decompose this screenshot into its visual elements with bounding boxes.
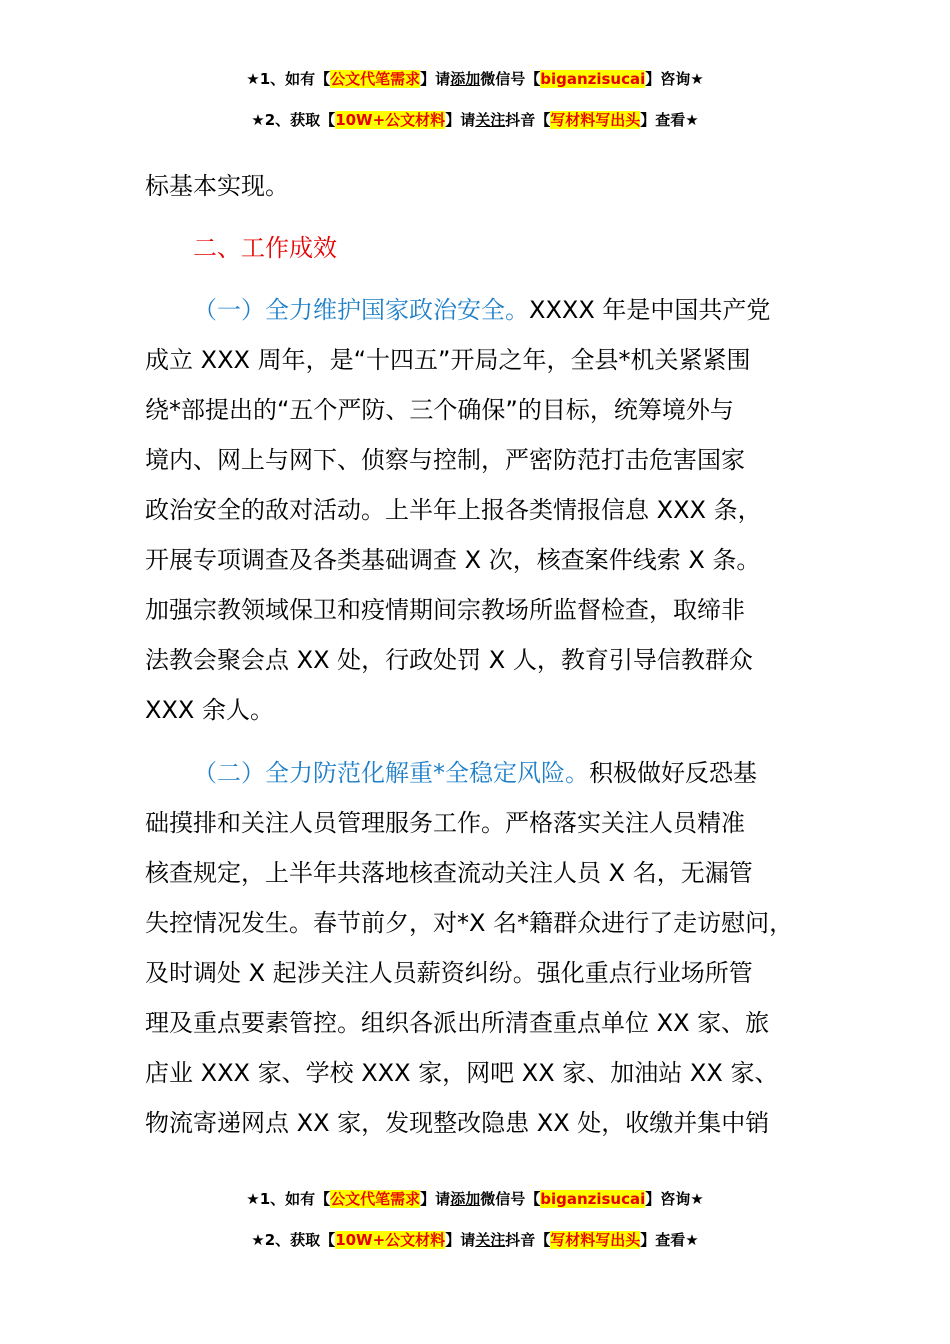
paragraph-2 — [145, 748, 835, 1148]
banner-text: 】请 — [445, 1231, 476, 1249]
banner-text: 】咨询★ — [645, 1190, 704, 1208]
paragraph-line: 法教会聚会点 XX 处，行政处罚 X 人，教育引导信教群众 — [145, 646, 753, 674]
banner-text: 微信号【 — [480, 70, 541, 88]
highlight-account: 写材料写出头 — [550, 111, 641, 129]
paragraph-line: 开展专项调查及各类基础调查 X 次，核查案件线索 X 条。 — [145, 546, 761, 574]
banner-line-1 — [0, 69, 950, 89]
paragraph-line: XXX 余人。 — [145, 696, 274, 724]
banner-text: 】请 — [420, 70, 451, 88]
banner-text: ★1、如有【 — [246, 70, 331, 88]
paragraph-line: 境内、网上与网下、侦察与控制，严密防范打击危害国家 — [145, 446, 745, 474]
banner-text: 】查看★ — [640, 111, 699, 129]
underlined-text: 添加 — [450, 70, 481, 88]
highlight-wechat-id: biganzisucai — [540, 70, 646, 88]
paragraph-line: 核查规定，上半年共落地核查流动关注人员 X 名，无漏管 — [145, 859, 753, 887]
paragraph-line: 理及重点要素管控。组织各派出所清查重点单位 XX 家、旅 — [145, 1009, 770, 1037]
paragraph-line: 成立 XXX 周年，是“十四五”开局之年，全县*机关紧紧围 — [145, 346, 751, 374]
banner-text: ★2、获取【 — [251, 111, 336, 129]
paragraph-line: 及时调处 X 起涉关注人员薪资纠纷。强化重点行业场所管 — [145, 959, 753, 987]
paragraph-line: 加强宗教领域保卫和疫情期间宗教场所监督检查，取缔非 — [145, 596, 745, 624]
highlight-materials: 10W+公文材料 — [335, 1231, 446, 1249]
banner-text: 抖音【 — [505, 1231, 551, 1249]
paragraph-line: 店业 XXX 家、学校 XXX 家，网吧 XX 家、加油站 XX 家、 — [145, 1059, 779, 1087]
paragraph-line: 物流寄递网点 XX 家，发现整改隐患 XX 处，收缴并集中销 — [145, 1109, 770, 1137]
paragraph-heading: （一）全力维护国家政治安全。 — [193, 296, 529, 324]
underlined-text: 关注 — [475, 1231, 506, 1249]
paragraph-line: （二）全力防范化解重*全稳定风险。积极做好反恐基 — [193, 759, 757, 787]
section-heading: 二、工作成效 — [193, 234, 337, 262]
paragraph-1 — [145, 285, 835, 735]
highlight-materials: 10W+公文材料 — [335, 111, 446, 129]
paragraph-line: 础摸排和关注人员管理服务工作。严格落实关注人员精准 — [145, 809, 745, 837]
banner-text: 】查看★ — [640, 1231, 699, 1249]
banner-text: ★2、获取【 — [251, 1231, 336, 1249]
document-body — [145, 161, 835, 1148]
banner-line-2 — [0, 1230, 950, 1250]
banner-line-1 — [0, 1189, 950, 1209]
highlight-wechat-id: biganzisucai — [540, 1190, 646, 1208]
highlight-service: 公文代笔需求 — [330, 1190, 421, 1208]
header-banner — [0, 69, 950, 151]
banner-text: 微信号【 — [480, 1190, 541, 1208]
paragraph-line: 失控情况发生。春节前夕，对*X 名*籍群众进行了走访慰问， — [145, 909, 794, 937]
banner-line-2 — [0, 110, 950, 130]
paragraph-heading: （二）全力防范化解重*全稳定风险。 — [193, 759, 589, 787]
banner-text: 】请 — [445, 111, 476, 129]
banner-text: 】请 — [420, 1190, 451, 1208]
paragraph-line: （一）全力维护国家政治安全。XXXX 年是中国共产党 — [193, 296, 771, 324]
banner-text: 抖音【 — [505, 111, 551, 129]
footer-banner — [0, 1189, 950, 1271]
paragraph-line: 政治安全的敌对活动。上半年上报各类情报信息 XXX 条， — [145, 496, 762, 524]
highlight-account: 写材料写出头 — [550, 1231, 641, 1249]
underlined-text: 关注 — [475, 111, 506, 129]
continued-line: 标基本实现。 — [145, 172, 289, 200]
paragraph-line: 绕*部提出的“五个严防、三个确保”的目标，统筹境外与 — [145, 396, 734, 424]
banner-text: 】咨询★ — [645, 70, 704, 88]
banner-text: ★1、如有【 — [246, 1190, 331, 1208]
underlined-text: 添加 — [450, 1190, 481, 1208]
highlight-service: 公文代笔需求 — [330, 70, 421, 88]
